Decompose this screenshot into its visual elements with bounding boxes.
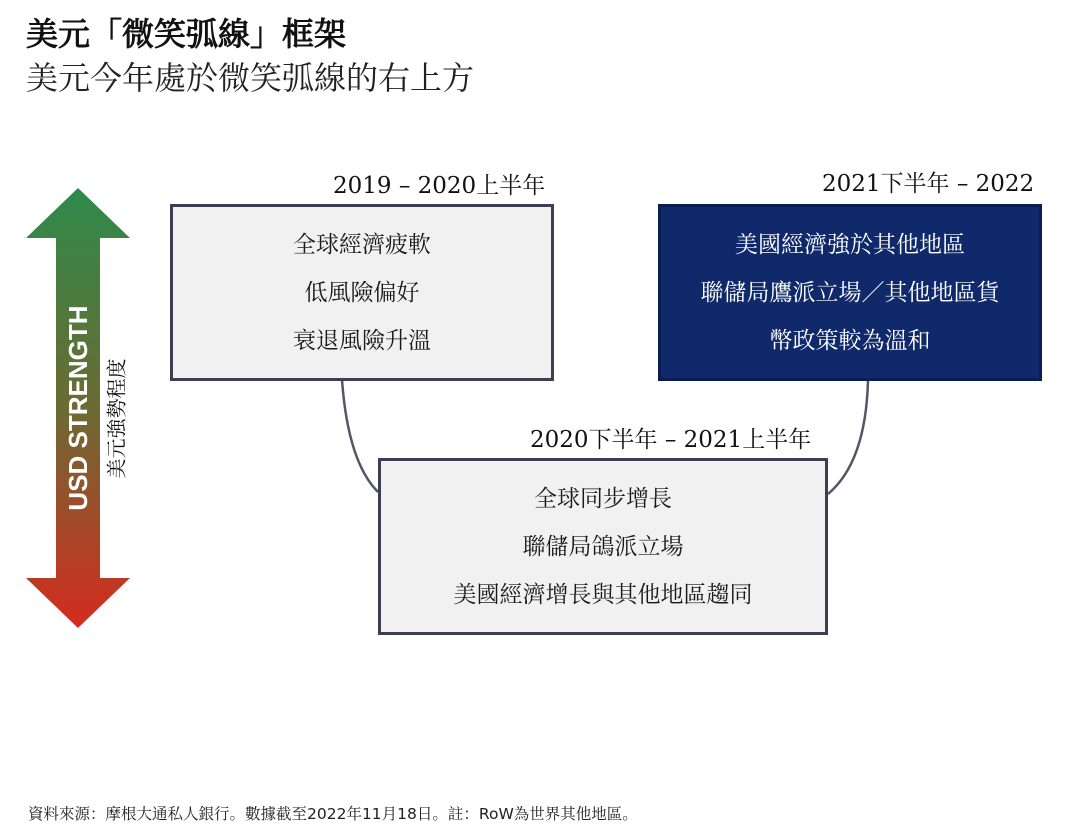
smile-curve-right [828,380,868,494]
phase-box-middle-line-1: 全球同步增長 [534,485,672,512]
phase-box-middle-line-3: 美國經濟增長與其他地區趨同 [453,581,753,608]
phase-box-left-line-1: 全球經濟疲軟 [293,231,431,258]
source-footnote: 資料來源：摩根大通私人銀行。數據截至2022年11月18日。註：RoW為世界其他地區。 [28,805,638,823]
phase-box-left-line-2: 低風險偏好 [304,279,420,306]
period-label-2020h2-2021h1: 2020下半年 – 2021上半年 [530,427,812,453]
phase-box-right-line-3: 幣政策較為溫和 [769,327,931,354]
usd-strength-chinese-label-wrap [91,338,139,498]
period-label-2021h2-2022: 2021下半年 – 2022 [822,171,1035,197]
phase-box-right-line-2: 聯儲局鷹派立場／其他地區貨 [700,279,1000,306]
usd-strength-chinese-label: 美元強勢程度 [104,358,129,478]
usd-strength-label: USD STRENGTH [63,305,93,511]
phase-box-middle [378,458,828,635]
phase-box-left [170,204,554,381]
page-title: 美元「微笑弧線」框架 [26,15,347,53]
phase-box-left-line-3: 衰退風險升溫 [293,327,431,354]
phase-box-right [658,204,1042,381]
period-label-2019-2020h1: 2019 – 2020上半年 [333,173,546,199]
phase-box-right-line-1: 美國經濟強於其他地區 [735,231,965,258]
phase-box-middle-line-2: 聯儲局鴿派立場 [522,533,684,560]
page-subtitle: 美元今年處於微笑弧線的右上方 [26,59,475,97]
smile-curve-left [342,380,378,492]
